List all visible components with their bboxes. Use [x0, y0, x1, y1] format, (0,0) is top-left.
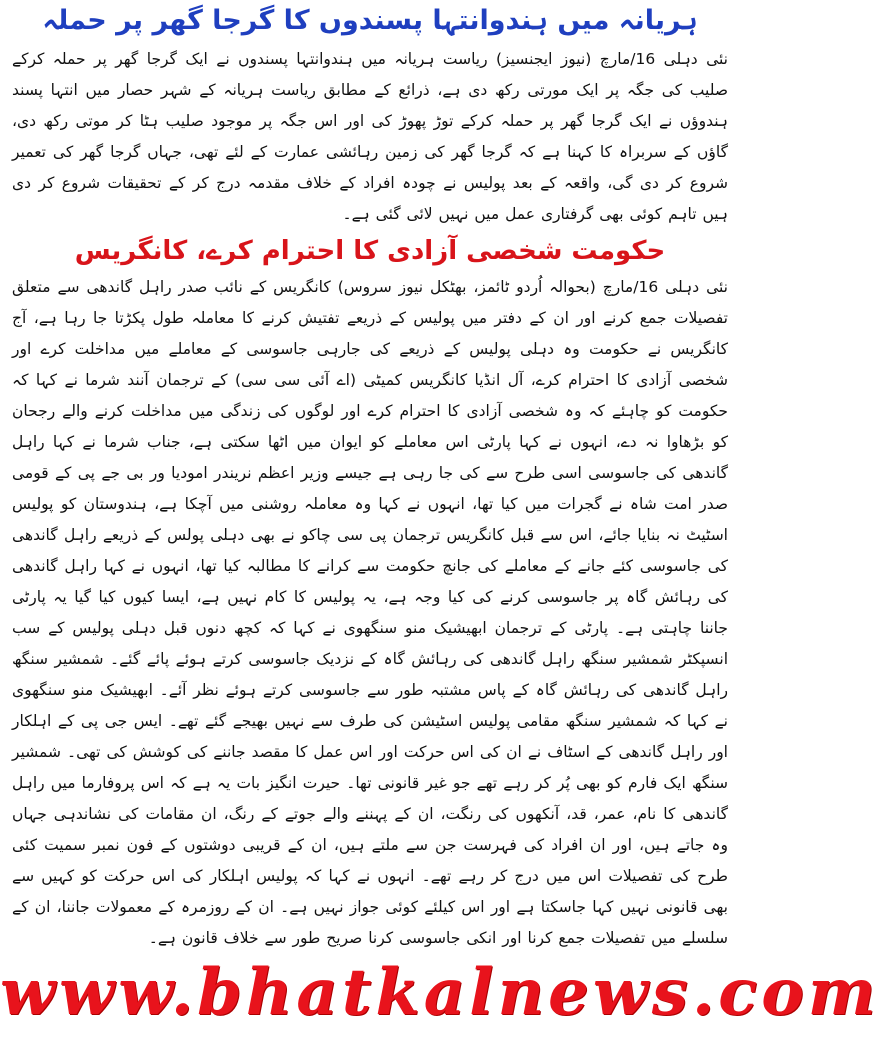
website-watermark: www.bhatkalnews.com — [0, 955, 880, 1030]
headline-congress-privacy: حکومت شخصی آزادی کا احترام کرے، کانگریس — [74, 236, 666, 266]
article-congress-privacy-body: نئی دہلی 16/مارچ (بحوالہ اُردو ٹائمز، بھٹکل نیوز سروس) کانگریس کے نائب صدر راہل گاندھی سے متعلق تفصیلات جمع کرنے اور ان کے دفتر میں پولیس کے ذریعے تفتیش کرنے کا معاملہ طول پکڑتا جا رہا ہے، آج کانگریس نے حکومت وہ دہلی پولیس کے ذریعے کی جارہی جاسوسی کے معاملے میں مداخلت کرے اور شخصی آزادی کا احترام کرے، آل انڈیا کانگریس کمیٹی (اے آئی سی سی) کے ترجمان آنند شرما نے کہا کہ حکومت کو چاہئے کہ وہ شخصی آزادی کا احترام کرے اور لوگوں کی زندگی میں مداخلت کرنے والے رجحان کو بڑھاوا نہ دے، انہوں نے کہا پارٹی اس معاملے کو ایوان میں اٹھا سکتی ہے، جناب شرما نے کہا راہل گاندھی کی جاسوسی اسی طرح سے کی جا رہی ہے جیسے وزیر اعظم نریندر امودیا ور بی جے پی کے قومی صدر امت شاہ نے گجرات میں کیا تھا، انہوں نے کہا وہ معاملہ روشنی میں آچکا ہے، ہندوستان کو پولیس اسٹیٹ نہ بنایا جائے، اس سے قبل کانگریس ترجمان پی سی چاکو نے بھی دہلی پولس کے ذریعے راہل گاندھی کی جاسوسی کئے جانے کے معاملے کی جانچ حکومت سے کرانے کا مطالبہ کیا تھا، انہوں نے کہا راہل گاندھی کی رہائش گاہ پر جاسوسی کرنے کی کیا وجہ ہے، یہ پولیس کا کام نہیں ہے، ایسا کیوں کیا گیا یہ پارٹی جاننا چاہتی ہے۔ پارٹی کے ترجمان ابھیشیک منو سنگھوی نے کہا کہ کچھ دنوں قبل دہلی پولیس کے سب انسپکٹر شمشیر سنگھ راہل گاندھی کی رہائش گاہ کے نزدیک جاسوسی کرتے ہوئے پائے گئے۔ شمشیر سنگھ راہل گاندھی کی رہائش گاہ کے پاس مشتبہ طور سے جاسوسی کرتے ہوئے نظر آئے۔ ابھیشیک منو سنگھوی نے کہا کہ شمشیر سنگھ مقامی پولیس اسٹیشن کی طرف سے نہیں بھیجے گئے تھے۔ ایس جی پی کے اہلکار اور راہل گاندھی کے اسٹاف نے ان کی اس حرکت اور اس عمل کا مقصد جاننے کی کوشش کی تھی۔ شمشیر سنگھ ایک فارم کو بھی پُر کر رہے تھے جو غیر قانونی تھا۔ حیرت انگیز بات یہ ہے کہ اس پروفارما میں راہل گاندھی کا نام، عمر، قد، آنکھوں کی رنگت، ان کے پہننے والے جوتے کے رنگ، ان مقامات کی نشاندہی جہاں وہ جاتے ہیں، اور ان افراد کی فہرست جن سے ملتے ہیں، ان کے قریبی دوشتوں کے فون نمبر سمیت کئی طرح کی تفصیلات اس میں درج کر رہے تھے۔ انہوں نے کہا کہ پولیس اہلکار کی اس حرکت کو کہیں سے بھی قانونی نہیں کہا جاسکتا ہے اور اس کیلئے کوئی جواز نہیں ہے۔ ان کے روزمرہ کے معمولات جاننا، ان کے سلسلے میں تفصیلات جمع کرنا اور انکی جاسوسی کرنا صریح طور سے خلاف قانون ہے۔ — [12, 278, 728, 947]
article-church-attack-body: نئی دہلی 16/مارچ (نیوز ایجنسیز) ریاست ہریانہ میں ہندوانتہا پسندوں نے ایک گرجا گھر پر حملہ کرکے صلیب کی جگہ پر ایک مورتی رکھ دی ہے، ذرائع کے مطابق ریاست ہریانہ کے شہر حصار میں انتہا پسند ہندوؤں نے ایک گرجا گھر پر حملہ کرکے توڑ پھوڑ کی اور اس جگہ پر موجود صلیب ہٹا کر موتی رکھ دی، گاؤں کے سربراہ کا کہنا ہے کہ گرجا گھر کی زمین رہائشی عمارت کے لئے تھی، جہاں گرجا گھر کی تعمیر شروع کر دی گی، واقعہ کے بعد پولیس نے چودہ افراد کے خلاف مقدمہ درج کر کے تحقیقات شروع کر دی ہیں تاہم کوئی بھی گرفتاری عمل میں نہیں لائی گئی ہے۔ — [12, 50, 728, 223]
headline-church-attack: ہریانہ میں ہندوانتہا پسندوں کا گرجا گھر پر حملہ — [42, 5, 698, 36]
